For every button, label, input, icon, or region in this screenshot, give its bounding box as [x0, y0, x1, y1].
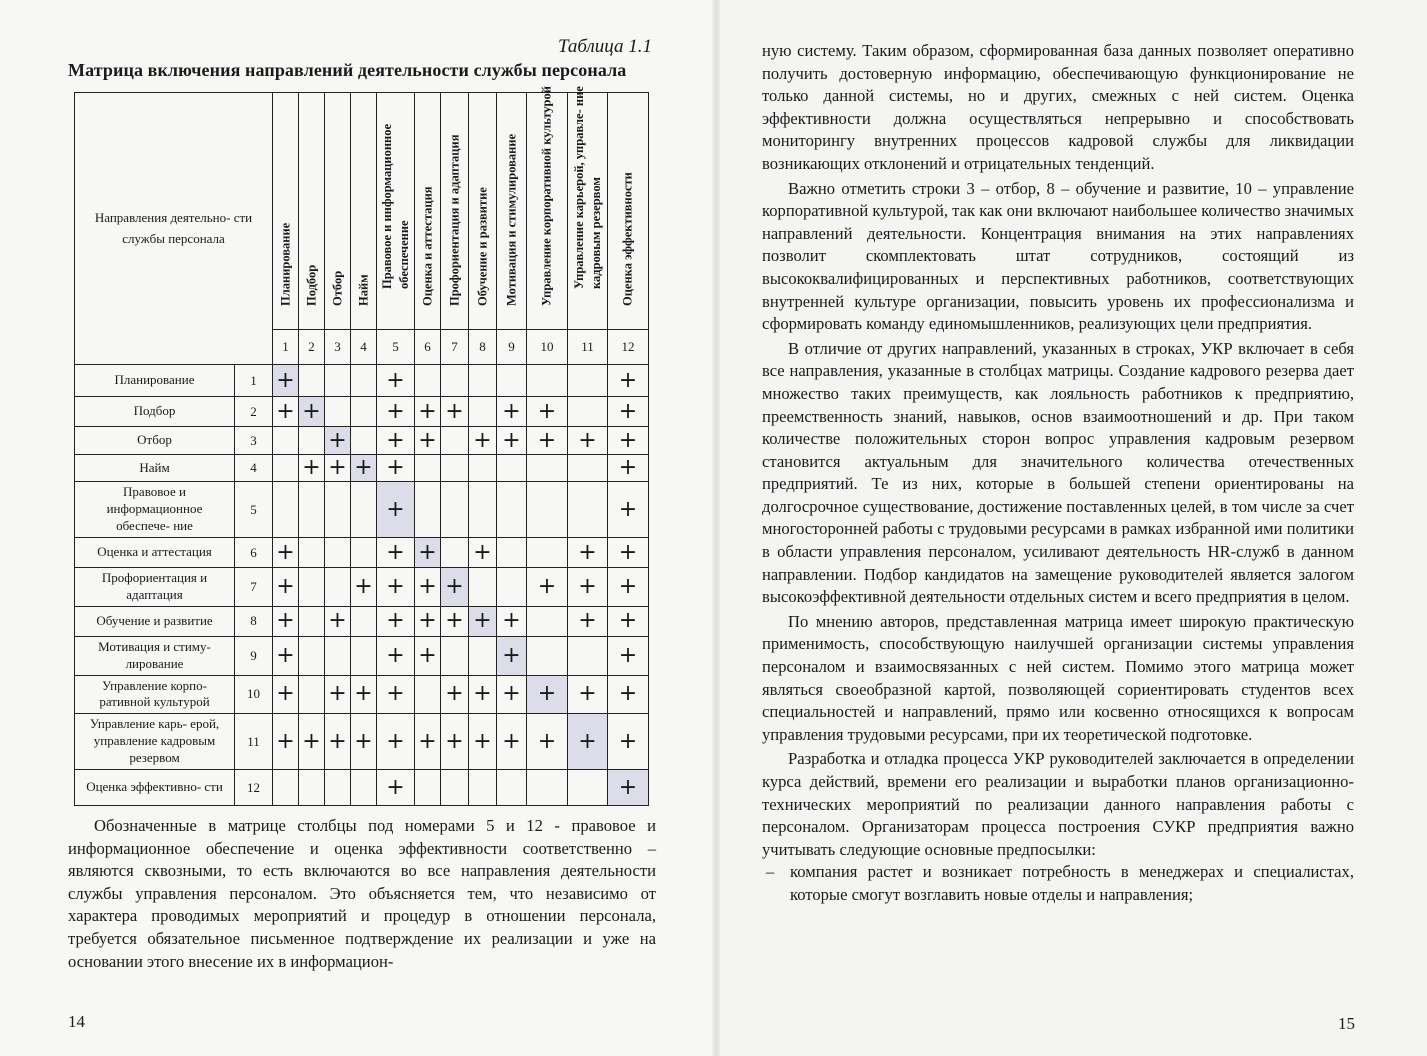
row-number: 6: [235, 538, 273, 568]
matrix-cell: [273, 482, 299, 538]
row-title: Оценка и аттестация: [75, 538, 235, 568]
matrix-cell: +: [325, 714, 351, 770]
matrix-cell: [497, 538, 527, 568]
matrix-cell-diagonal: +: [325, 427, 351, 455]
row-number: 8: [235, 606, 273, 636]
column-number: 11: [568, 330, 608, 365]
matrix-cell: +: [497, 427, 527, 455]
matrix-cell: [441, 770, 469, 806]
row-header-label: Направления деятельно- сти службы персонала: [75, 93, 273, 365]
matrix-cell: [441, 455, 469, 482]
matrix-cell: +: [273, 568, 299, 607]
matrix-cell: [527, 482, 568, 538]
table-row: [75, 365, 649, 397]
matrix-cell: +: [568, 538, 608, 568]
matrix-cell: +: [377, 770, 415, 806]
matrix-cell: [351, 365, 377, 397]
row-title: Профориентация и адаптация: [75, 568, 235, 607]
matrix-cell: [527, 770, 568, 806]
matrix-cell: +: [377, 397, 415, 427]
row-title: Управление корпо- ративной культурой: [75, 675, 235, 714]
row-title: Правовое и информационное обеспече- ние: [75, 482, 235, 538]
matrix-cell: +: [497, 606, 527, 636]
matrix-cell: +: [377, 538, 415, 568]
matrix-cell: [497, 482, 527, 538]
matrix-cell-diagonal: +: [377, 482, 415, 538]
matrix-cell-diagonal: +: [299, 397, 325, 427]
table-row: [75, 482, 649, 538]
matrix-cell-diagonal: +: [469, 606, 497, 636]
matrix-cell: +: [469, 538, 497, 568]
matrix-body: [75, 365, 649, 806]
column-title: Найм: [356, 274, 371, 307]
matrix-cell: [299, 482, 325, 538]
matrix-cell: +: [273, 397, 299, 427]
page-number-left: 14: [68, 1012, 85, 1031]
matrix-cell: [469, 482, 497, 538]
matrix-cell: +: [273, 606, 299, 636]
matrix-cell: +: [608, 714, 649, 770]
matrix-cell: +: [377, 636, 415, 675]
column-header: [273, 93, 299, 330]
matrix-cell: [325, 770, 351, 806]
column-header: [299, 93, 325, 330]
column-header: [527, 86, 568, 330]
matrix-cell: +: [608, 636, 649, 675]
paragraph-text: Обозначенные в матрице столбцы под номерами 5 и 12 - правовое и информационное обеспечение и оценка эффективности соответственно – являются сквозными, то есть включаются во все направления деятельности службы управления персоналом. Это объясняется тем, что независимо от характера проводимых мероприятий и процедур в отношении персонала, требуется обязательное письменное подтверждение их реализации и уже на основании этого внесение их в информацион-: [68, 816, 656, 971]
matrix-cell: +: [299, 455, 325, 482]
column-title: Подбор: [304, 264, 319, 307]
matrix-cell: +: [568, 568, 608, 607]
matrix-cell: +: [497, 675, 527, 714]
matrix-cell: [325, 397, 351, 427]
paragraph-text: По мнению авторов, представленная матрица имеет широкую практическую применимость, способствующую наилучшей организации системы управления персоналом и взаимосвязанных с ней систем. Помимо этого матрица может являться своеобразной картой, позволяющей сориентировать студентов всех специальностей и направлений, прямо или косвенно относящихся к вопросам управления трудовыми ресурсами, при их теоретической подготовке.: [762, 611, 1354, 744]
table-row: [75, 636, 649, 675]
matrix-cell: +: [608, 538, 649, 568]
column-title: Профориентация и адаптация: [447, 134, 462, 307]
matrix-cell: +: [568, 606, 608, 636]
matrix-cell: [351, 427, 377, 455]
row-title: Оценка эффективно- сти: [75, 770, 235, 806]
column-number: 9: [497, 330, 527, 365]
matrix-cell: [299, 636, 325, 675]
matrix-cell: [469, 455, 497, 482]
matrix-cell: +: [377, 675, 415, 714]
matrix-cell: +: [608, 675, 649, 714]
matrix-cell: +: [527, 397, 568, 427]
left-paragraph: [68, 815, 656, 973]
matrix-cell: [469, 397, 497, 427]
matrix-cell: [351, 606, 377, 636]
table-row: [75, 770, 649, 806]
row-number: 9: [235, 636, 273, 675]
row-number: 4: [235, 455, 273, 482]
row-title: Подбор: [75, 397, 235, 427]
column-title: Оценка и аттестация: [420, 186, 435, 307]
matrix-cell: +: [415, 714, 441, 770]
matrix-cell: [568, 397, 608, 427]
matrix-cell: [415, 675, 441, 714]
book-gutter: [712, 0, 720, 1056]
matrix-cell: [441, 365, 469, 397]
matrix-cell-diagonal: +: [527, 675, 568, 714]
matrix-cell: [351, 397, 377, 427]
matrix-cell: +: [608, 427, 649, 455]
row-number: 5: [235, 482, 273, 538]
matrix-cell: [527, 455, 568, 482]
matrix-cell: [299, 365, 325, 397]
matrix-cell: +: [273, 675, 299, 714]
column-title: Управление корпоративной культурой: [539, 86, 554, 307]
matrix-cell: [299, 606, 325, 636]
matrix-cell: +: [441, 606, 469, 636]
matrix-cell: [527, 365, 568, 397]
matrix-cell: +: [441, 675, 469, 714]
matrix-cell-diagonal: +: [441, 568, 469, 607]
matrix-cell: [568, 365, 608, 397]
matrix-cell: +: [568, 675, 608, 714]
row-title: Мотивация и стиму- лирование: [75, 636, 235, 675]
matrix-cell: +: [415, 636, 441, 675]
matrix-cell: [325, 482, 351, 538]
matrix-cell: +: [441, 397, 469, 427]
matrix-cell: [299, 427, 325, 455]
matrix-cell: +: [377, 714, 415, 770]
row-number: 10: [235, 675, 273, 714]
column-header: [568, 86, 608, 330]
table-caption: Таблица 1.1: [558, 36, 652, 57]
column-title: Управление карьерой, управле- ние кадровым резервом: [571, 86, 603, 290]
matrix-cell-diagonal: +: [568, 714, 608, 770]
matrix-cell: +: [497, 714, 527, 770]
column-number: 4: [351, 330, 377, 365]
matrix-cell-diagonal: +: [497, 636, 527, 675]
matrix-cell: [299, 538, 325, 568]
matrix-cell: [497, 365, 527, 397]
matrix-cell: [273, 455, 299, 482]
column-number: 12: [608, 330, 649, 365]
matrix-cell: [325, 365, 351, 397]
matrix-cell: [527, 606, 568, 636]
table-row: [75, 538, 649, 568]
matrix-cell: +: [273, 714, 299, 770]
matrix-cell: [351, 636, 377, 675]
table-row: [75, 714, 649, 770]
column-number: 1: [273, 330, 299, 365]
matrix-cell: [351, 482, 377, 538]
matrix-cell: +: [415, 568, 441, 607]
column-header: [351, 93, 377, 330]
matrix-cell: [273, 770, 299, 806]
matrix-cell: [568, 455, 608, 482]
column-header: [469, 93, 497, 330]
matrix-cell: +: [527, 427, 568, 455]
row-number: 2: [235, 397, 273, 427]
matrix-cell: [325, 538, 351, 568]
matrix-cell: [415, 770, 441, 806]
matrix-cell: +: [608, 568, 649, 607]
matrix-cell: [325, 568, 351, 607]
row-title: Отбор: [75, 427, 235, 455]
matrix-cell: +: [325, 606, 351, 636]
matrix-cell: +: [568, 427, 608, 455]
matrix-cell: +: [351, 714, 377, 770]
matrix-cell: +: [377, 427, 415, 455]
paragraph-text: ную систему. Таким образом, сформированная база данных позволяет оперативно получить достоверную информацию, обеспечивающую функционирование не только данной системы, но и других, смежных с ней систем. Оценка эффективности должна осуществляться непрерывно и способствовать мониторингу внутренних процессов кадровой службы для ликвидации возникающих отклонений и отрицательных тенденций.: [762, 41, 1354, 173]
matrix-cell: +: [273, 538, 299, 568]
matrix-cell: +: [608, 397, 649, 427]
table-row: [75, 427, 649, 455]
matrix-cell: [469, 636, 497, 675]
matrix-cell: +: [325, 455, 351, 482]
matrix-cell: +: [469, 675, 497, 714]
matrix-cell: [527, 538, 568, 568]
row-number: 11: [235, 714, 273, 770]
matrix-cell: +: [415, 606, 441, 636]
matrix-cell: +: [325, 675, 351, 714]
matrix-cell: [527, 636, 568, 675]
table-row: [75, 455, 649, 482]
matrix-cell: [497, 770, 527, 806]
matrix-cell: +: [377, 365, 415, 397]
column-header: [377, 93, 415, 330]
matrix-cell-diagonal: +: [273, 365, 299, 397]
matrix-cell: [415, 482, 441, 538]
matrix-cell: [299, 568, 325, 607]
matrix-cell: [299, 675, 325, 714]
table-title: Матрица включения направлений деятельности службы персонала: [68, 60, 627, 80]
column-title: Правовое и информационное обеспечение: [379, 124, 411, 290]
matrix-cell: +: [415, 397, 441, 427]
matrix-cell: [299, 770, 325, 806]
matrix-cell: +: [351, 568, 377, 607]
matrix-cell: [469, 770, 497, 806]
row-number: 7: [235, 568, 273, 607]
page-number-right: 15: [1338, 1014, 1355, 1033]
column-number: 8: [469, 330, 497, 365]
matrix-cell: [469, 568, 497, 607]
matrix-cell: +: [469, 427, 497, 455]
matrix-cell: [441, 636, 469, 675]
column-title: Оценка эффективности: [620, 172, 635, 307]
matrix-cell-diagonal: +: [608, 770, 649, 806]
matrix-cell-diagonal: +: [415, 538, 441, 568]
row-title: Найм: [75, 455, 235, 482]
column-title: Мотивация и стимулирование: [504, 134, 519, 307]
matrix-cell: +: [351, 675, 377, 714]
column-title: Отбор: [330, 270, 345, 307]
matrix-cell: [415, 365, 441, 397]
matrix-cell: +: [608, 365, 649, 397]
column-number: 6: [415, 330, 441, 365]
matrix-cell: [497, 568, 527, 607]
row-title: Управление карь- ерой, управление кадровым резервом: [75, 714, 235, 770]
table-row: [75, 397, 649, 427]
matrix-cell: [415, 455, 441, 482]
column-header: [325, 93, 351, 330]
list-dash: –: [766, 862, 775, 882]
matrix-cell: [441, 427, 469, 455]
column-header: [608, 93, 649, 330]
column-number: 10: [527, 330, 568, 365]
matrix-cell: +: [441, 714, 469, 770]
matrix-cell: [441, 538, 469, 568]
matrix-cell: +: [608, 606, 649, 636]
matrix-cell: [273, 427, 299, 455]
matrix-table: [74, 86, 649, 806]
matrix-cell: [568, 636, 608, 675]
matrix-cell: +: [527, 568, 568, 607]
paragraph-text: Важно отметить строки 3 – отбор, 8 – обучение и развитие, 10 – управление корпоративной культурой, так как они включают наибольшее количество значимых направлений деятельности. Концентрация внимания на этих направлениях позволит скомплектовать штат сотрудников, состоящий из высококвалифицированных и перспективных работников, соответствующих внутренней культуре организации, повысить уровень их профессионализма и сформировать команду единомышленников, реализующих цели предприятия.: [762, 178, 1354, 334]
matrix-cell: [469, 365, 497, 397]
matrix-cell: +: [469, 714, 497, 770]
table-header-row: [75, 93, 649, 330]
column-title: Обучение и развитие: [475, 187, 490, 307]
list-item: [762, 861, 1354, 906]
matrix-cell: +: [299, 714, 325, 770]
matrix-cell: [568, 482, 608, 538]
matrix-cell: +: [527, 714, 568, 770]
matrix-cell: [497, 455, 527, 482]
matrix-cell: +: [377, 606, 415, 636]
paragraph-text: В отличие от других направлений, указанных в строках, УКР включает в себя все направления, указанные в столбцах матрицы. Создание кадрового резерва дает множество таких преимуществ, как лояльность работников к предприятию, преемственность знаний, навыков, основ взаимоотношений и др. При таком количестве положительных сторон вопрос управления кадровым резервом становится актуальным для значительного количества отечественных предприятий. Те из них, которые в большей степени ориентированы на долгосрочное существование, достижение поставленных целей, в том числе за счет многосторонней работы с трудовыми ресурсами в рамках избранной ими политики в области управления персоналом, усиливают деятельность HR-служб в данном направлении. Подбор кандидатов на замещение руководителей является залогом высокоэффективной деятельности отдельных систем и всего предприятия в целом.: [762, 338, 1354, 607]
right-text-column: [762, 40, 1354, 907]
row-number: 1: [235, 365, 273, 397]
table-row: [75, 606, 649, 636]
column-title: Планирование: [278, 222, 293, 307]
column-header: [497, 93, 527, 330]
table-row: [75, 568, 649, 607]
row-number: 12: [235, 770, 273, 806]
matrix-cell: +: [377, 568, 415, 607]
matrix-cell: [351, 770, 377, 806]
column-header: [441, 93, 469, 330]
row-title: Планирование: [75, 365, 235, 397]
matrix-cell: +: [273, 636, 299, 675]
paragraph-text: Разработка и отладка процесса УКР руководителей заключается в определении курса действий, времени его реализации и выработки планов организационно-технических мероприятий по реализации данного направления работы с персоналом. Организаторам процесса построения СУКР предприятия важно учитывать следующие основные предпосылки:: [762, 749, 1354, 859]
row-title: Обучение и развитие: [75, 606, 235, 636]
table-row: [75, 675, 649, 714]
matrix-cell: [325, 636, 351, 675]
matrix-cell: [351, 538, 377, 568]
list-item-text: компания растет и возникает потребность в менеджерах и специалистах, которые смогут возглавить новые отделы и направления;: [790, 862, 1354, 904]
column-number: 2: [299, 330, 325, 365]
matrix-cell: +: [377, 455, 415, 482]
matrix-cell: +: [497, 397, 527, 427]
matrix-cell: +: [415, 427, 441, 455]
column-header: [415, 93, 441, 330]
matrix-cell-diagonal: +: [351, 455, 377, 482]
column-number: 7: [441, 330, 469, 365]
matrix-cell: [441, 482, 469, 538]
matrix-cell: [568, 770, 608, 806]
matrix-cell: +: [608, 482, 649, 538]
column-number: 3: [325, 330, 351, 365]
column-number: 5: [377, 330, 415, 365]
row-number: 3: [235, 427, 273, 455]
matrix-cell: +: [608, 455, 649, 482]
